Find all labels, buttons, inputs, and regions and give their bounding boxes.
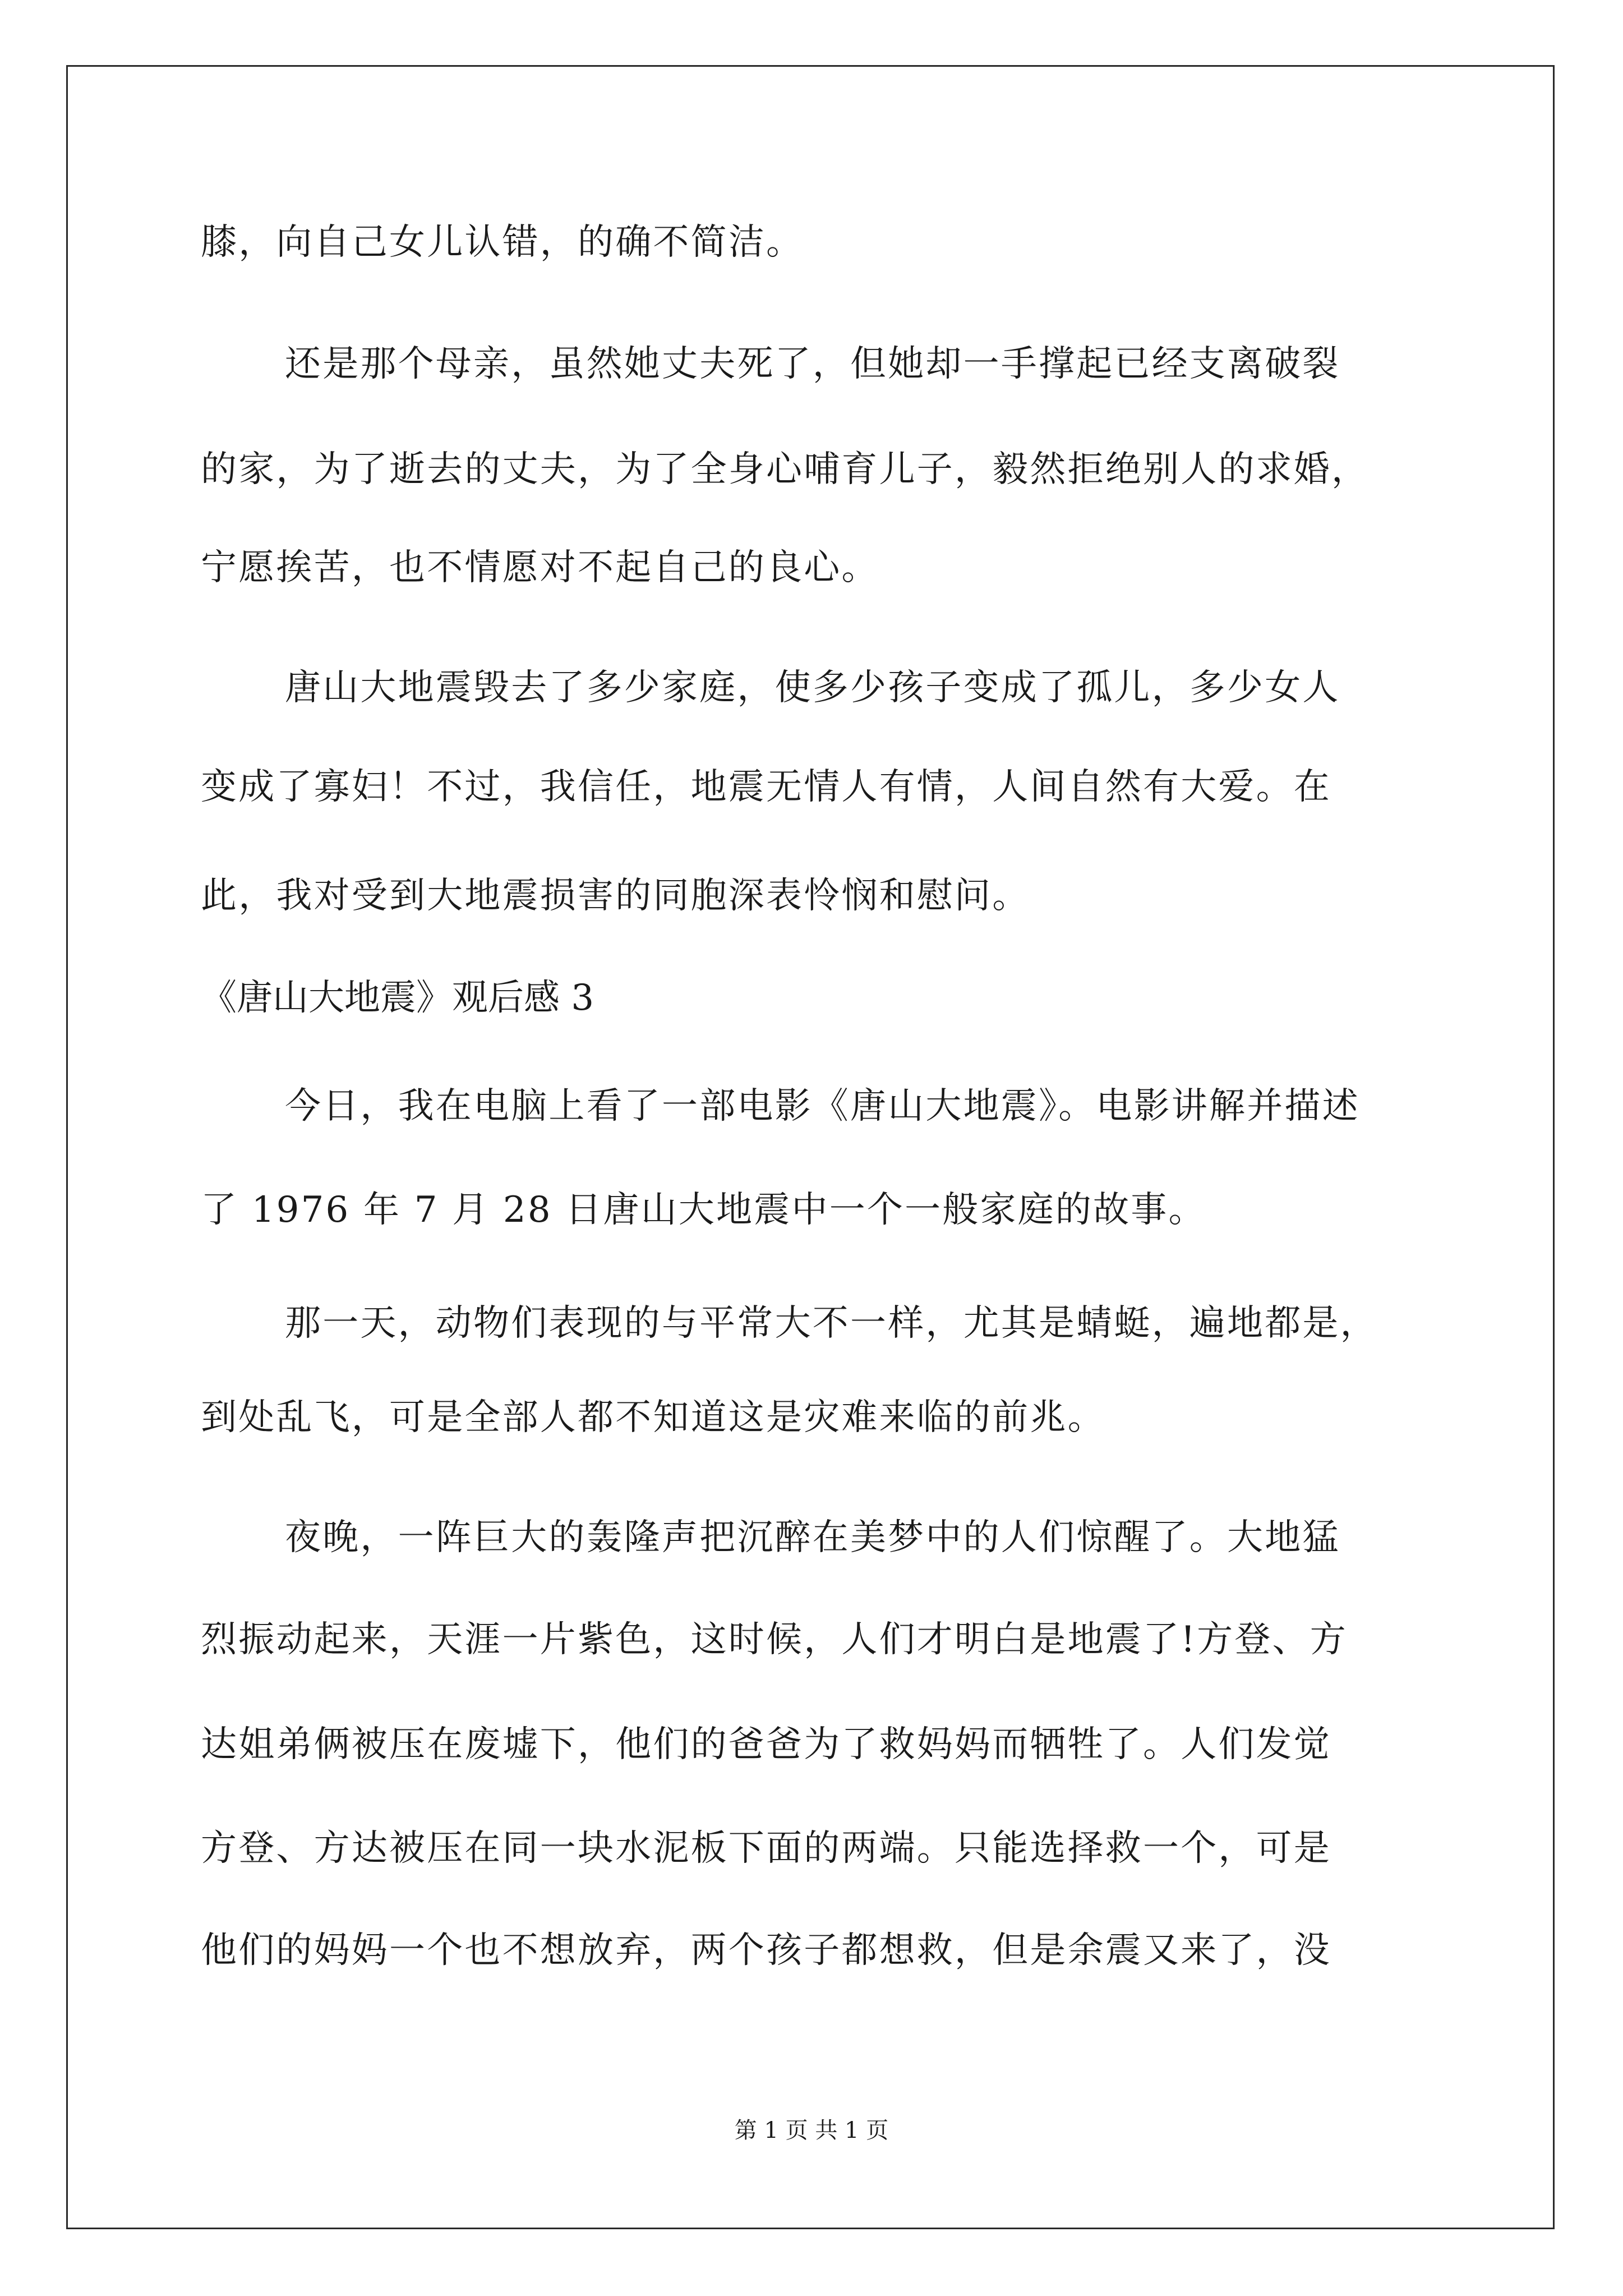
- text-line: 那一天，动物们表现的与平常大不一样，尤其是蜻蜓，遍地都是，: [285, 1303, 1378, 1344]
- text-line: 还是那个母亲，虽然她丈夫死了，但她却一手撑起已经支离破裂: [285, 343, 1340, 385]
- text-line: 烈振动起来，天涯一片紫色，这时候，人们才明白是地震了!方登、方: [201, 1619, 1348, 1660]
- text-line: 了 1976 年 7 月 28 日唐山大地震中一个一般家庭的故事。: [201, 1189, 1206, 1231]
- text-line: 今日，我在电脑上看了一部电影《唐山大地震》。电影讲解并描述: [285, 1085, 1360, 1127]
- text-line: 的家，为了逝去的丈夫，为了全身心哺育儿子，毅然拒绝别人的求婚，: [201, 449, 1370, 490]
- text-line: 宁愿挨苦，也不情愿对不起自己的良心。: [201, 547, 879, 588]
- section-heading: 《唐山大地震》观后感 3: [201, 977, 594, 1019]
- text-line: 夜晚，一阵巨大的轰隆声把沉醉在美梦中的人们惊醒了。大地猛: [285, 1517, 1340, 1558]
- page-border: [66, 65, 1555, 2229]
- text-line: 达姐弟俩被压在废墟下，他们的爸爸为了救妈妈而牺牲了。人们发觉: [201, 1724, 1331, 1765]
- text-line: 他们的妈妈一个也不想放弃，两个孩子都想救，但是余震又来了，没: [201, 1930, 1331, 1971]
- text-line: 到处乱飞，可是全部人都不知道这是灾难来临的前兆。: [201, 1397, 1105, 1438]
- text-line: 方登、方达被压在同一块水泥板下面的两端。只能选择救一个，可是: [201, 1828, 1331, 1869]
- text-line: 此，我对受到大地震损害的同胞深表怜悯和慰问。: [201, 875, 1030, 917]
- text-line: 变成了寡妇！不过，我信任，地震无情人有情，人间自然有大爱。在: [201, 766, 1331, 808]
- text-line: 唐山大地震毁去了多少家庭，使多少孩子变成了孤儿，多少女人: [285, 667, 1340, 708]
- text-line: 膝，向自己女儿认错，的确不简洁。: [201, 222, 804, 263]
- page-footer: 第 1 页 共 1 页: [734, 2118, 889, 2143]
